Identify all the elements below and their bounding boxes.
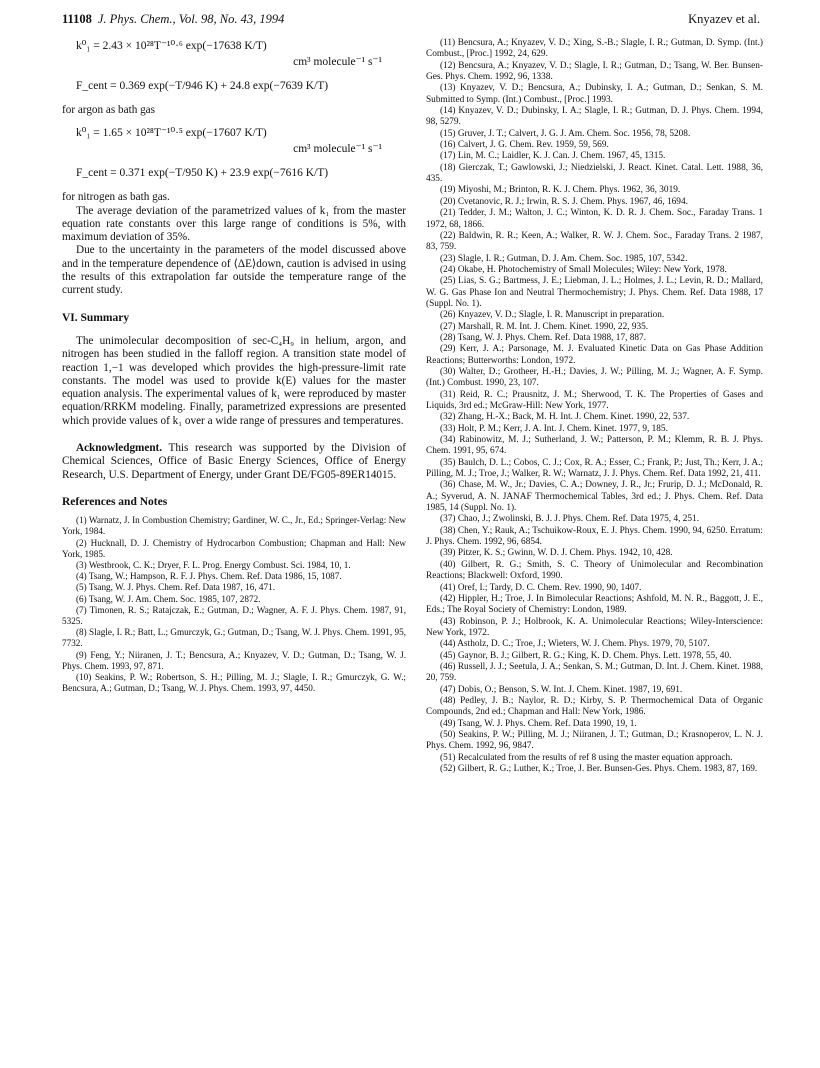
references-list-left xyxy=(62,515,406,694)
reference-item: (20) Cvetanovic, R. J.; Irwin, R. S. J. Chem. Phys. 1967, 46, 1694. xyxy=(440,196,688,207)
reference-item: (50) Seakins, P. W.; Pilling, M. J.; Niiranen, J. T.; Gutman, D.; Krasnoperov, L. N. J. Phys. Chem. 1992, 96, 9847. xyxy=(426,729,763,752)
reference-item: (5) Tsang, W. J. Phys. Chem. Ref. Data 1987, 16, 471. xyxy=(76,582,276,593)
references-list-right xyxy=(426,38,763,775)
header-left xyxy=(62,12,284,28)
equation-fcent-nitrogen: F_cent = 0.371 exp(−T/950 K) + 23.9 exp(−7616 K/T) xyxy=(76,167,329,180)
reference-item: (30) Walter, D.; Grotheer, H.-H.; Davies, J. W.; Pilling, M. J.; Wagner, A. F. Symp. (Int.) Combust. 1990, 23, 107. xyxy=(426,366,763,389)
running-header xyxy=(62,12,760,28)
reference-item: (32) Zhang, H.-X.; Back, M. H. Int. J. Chem. Kinet. 1990, 22, 537. xyxy=(440,412,690,423)
reference-item: (44) Astholz, D. C.; Troe, J.; Wieters, W. J. Chem. Phys. 1979, 70, 5107. xyxy=(440,639,710,650)
right-column xyxy=(426,38,763,775)
reference-item: (4) Tsang, W.; Hampson, R. F. J. Phys. Chem. Ref. Data 1986, 15, 1087. xyxy=(76,571,342,582)
deviation-paragraph: The average deviation of the parametrized values of k₁ from the master equation rate constants over this large range of conditions is 5%, with maximum deviation of 35%. xyxy=(62,204,406,244)
reference-item: (42) Hippler, H.; Troe, J. In Bimolecular Reactions; Ashfold, M. N. R., Baggott, J. E., Eds.; The Royal Society of Chemistry: London, 1989. xyxy=(426,593,763,616)
reference-item: (11) Bencsura, A.; Knyazev, V. D.; Xing, S.-B.; Slagle, I. R.; Gutman, D. Symp. (Int.) Combust., [Proc.] 1992, 24, 629. xyxy=(426,38,763,60)
reference-item: (28) Tsang, W. J. Phys. Chem. Ref. Data 1988, 17, 887. xyxy=(440,332,647,343)
reference-item: (25) Lias, S. G.; Bartmess, J. E.; Liebman, J. L.; Holmes, J. L.; Levin, R. D.; Mallard, W. G. Gas Phase Ion and Neutral Thermochemistry; J. Phys. Chem. Ref. Data 1988, 17 (Suppl. No. 1). xyxy=(426,276,763,309)
reference-item: (39) Pitzer, K. S.; Gwinn, W. D. J. Chem. Phys. 1942, 10, 428. xyxy=(440,548,673,559)
nitrogen-bath-note: for nitrogen as bath gas. xyxy=(62,191,170,204)
equation-k1-nitrogen: k⁰₁ = 1.65 × 10²⁸T⁻¹⁰·⁵ exp(−17607 K/T) xyxy=(76,127,267,140)
reference-item: (6) Tsang, W. J. Am. Chem. Soc. 1985, 107, 2872. xyxy=(76,593,261,604)
reference-item: (10) Seakins, P. W.; Robertson, S. H.; Pilling, M. J.; Slagle, I. R.; Gmurczyk, G. W.; Bencsura, A.; Gutman, D.; Tsang, W. J. Phys. Chem. 1993, 97, 4450. xyxy=(62,672,406,694)
reference-item: (31) Reid, R. C.; Prausnitz, J. M.; Sherwood, T. K. The Properties of Gases and Liquids, 3rd ed.; McGraw-Hill: New York, 1977. xyxy=(426,389,763,411)
reference-item: (8) Slagle, I. R.; Batt, L.; Gmurczyk, G.; Gutman, D.; Tsang, W. J. Phys. Chem. 1991, 95, 7732. xyxy=(62,627,406,649)
page-number: 11108 xyxy=(62,12,92,26)
reference-item: (13) Knyazev, V. D.; Bencsura, A.; Dubinsky, I. A.; Gutman, D.; Senkan, S. M. Submitted to Symp. (Int.) Combust., [Proc.] 1993. xyxy=(426,83,763,105)
reference-item: (18) Gierczak, T.; Gawlowski, J.; Niedzielski, J. React. Kinet. Catal. Lett. 1988, 36, 435. xyxy=(426,162,763,185)
reference-item: (48) Pedley, J. B.; Naylor, R. D.; Kirby, S. P. Thermochemical Data of Organic Compounds, 2nd ed.; Chapman and Hall: New York, 1986. xyxy=(426,695,763,718)
reference-item: (45) Gaynor, B. J.; Gilbert, R. G.; King, K. D. Chem. Phys. Lett. 1978, 55, 40. xyxy=(440,650,732,661)
reference-item: (40) Gilbert, R. G.; Smith, S. C. Theory of Unimolecular and Recombination Reactions; Blackwell: Oxford, 1990. xyxy=(426,559,763,582)
equation-units-argon: cm³ molecule⁻¹ s⁻¹ xyxy=(293,56,382,68)
reference-item: (27) Marshall, R. M. Int. J. Chem. Kinet. 1990, 22, 935. xyxy=(440,321,649,332)
reference-item: (14) Knyazev, V. D.; Dubinsky, I. A.; Slagle, I. R.; Gutman, D. J. Phys. Chem. 1994, 98, 5279. xyxy=(426,106,763,128)
summary-heading: VI. Summary xyxy=(62,311,130,324)
reference-item: (24) Okabe, H. Photochemistry of Small Molecules; Wiley: New York, 1978. xyxy=(440,264,727,275)
reference-item: (52) Gilbert, R. G.; Luther, K.; Troe, J. Ber. Bunsen-Ges. Phys. Chem. 1983, 87, 169. xyxy=(440,764,758,774)
reference-item: (17) Lin, M. C.; Laidler, K. J. Can. J. Chem. 1967, 45, 1315. xyxy=(440,151,666,162)
summary-paragraph: The unimolecular decomposition of sec-C₄H₉ in helium, argon, and nitrogen has been studied in the falloff region. A transition state model of reaction 1,−1 was developed which provides the high-pressure-limit rate constants. The model was used to provide k(E) values for the master equation analysis. The experimental values of k₁ were reproduced by master equation/RRKM modeling. Finally, parametrized expressions are presented which provide values of k₁ over a wide range of pressures and temperatures. xyxy=(62,334,406,427)
equation-k1-argon: k⁰₁ = 2.43 × 10²⁸T⁻¹⁰·⁶ exp(−17638 K/T) xyxy=(76,40,267,52)
acknowledgment-heading: Acknowledgment. xyxy=(76,442,163,455)
reference-item: (43) Robinson, P. J.; Holbrook, K. A. Unimolecular Reactions; Wiley-Interscience: New York, 1972. xyxy=(426,616,763,638)
references-heading: References and Notes xyxy=(62,495,168,508)
journal-citation: J. Phys. Chem., Vol. 98, No. 43, 1994 xyxy=(97,12,285,26)
acknowledgment-paragraph xyxy=(62,442,406,482)
reference-item: (9) Feng, Y.; Niiranen, J. T.; Bencsura, A.; Knyazev, V. D.; Gutman, D.; Tsang, W. J. Phys. Chem. 1993, 97, 871. xyxy=(62,649,406,671)
reference-item: (35) Baulch, D. L.; Cobos, C. J.; Cox, R. A.; Esser, C.; Frank, P.; Just, Th.; Kerr, J. A.; Pilling, M. J.; Troe, J.; Walker, R. W.; Warnatz, J. J. Phys. Chem. Ref. Data 1992, 21, 411. xyxy=(426,457,763,480)
reference-item: (29) Kerr, J. A.; Parsonage, M. J. Evaluated Kinetic Data on Gas Phase Addition Reactions; Butterworths: London, 1972. xyxy=(426,344,763,366)
reference-item: (3) Westbrook, C. K.; Dryer, F. L. Prog. Energy Combust. Sci. 1984, 10, 1. xyxy=(76,560,351,571)
reference-item: (1) Warnatz, J. In Combustion Chemistry; Gardiner, W. C., Jr., Ed.; Springer-Verlag: New York, 1984. xyxy=(62,515,406,537)
reference-item: (38) Chen, Y.; Rauk, A.; Tschuikow-Roux, E. J. Phys. Chem. 1990, 94, 6250. Erratum: J. Phys. Chem. 1992, 96, 6854. xyxy=(426,525,763,548)
left-column xyxy=(62,38,406,694)
reference-item: (7) Timonen, R. S.; Ratajczak, E.; Gutman, D.; Wagner, A. F. J. Phys. Chem. 1987, 91, 5325. xyxy=(62,604,406,627)
reference-item: (36) Chase, M. W., Jr.; Davies, C. A.; Downey, J. R., Jr.; Frurip, D. J.; McDonald, R. A.; Syverud, A. N. JANAF Thermochemical Tables, 3rd ed.; J. Phys. Chem. Ref. Data 1985, 14 (Suppl. No. 1). xyxy=(426,480,763,514)
reference-item: (22) Baldwin, R. R.; Keen, A.; Walker, R. W. J. Chem. Soc., Faraday Trans. 2 1987, 83, 759. xyxy=(426,230,763,253)
reference-item: (2) Hucknall, D. J. Chemistry of Hydrocarbon Combustion; Chapman and Hall: New York, 1985. xyxy=(62,537,406,559)
equation-fcent-argon: F_cent = 0.369 exp(−T/946 K) + 24.8 exp(−7639 K/T) xyxy=(76,80,329,92)
reference-item: (12) Bencsura, A.; Knyazev, V. D.; Slagle, I. R.; Gutman, D.; Tsang, W. Ber. Bunsen-Ges. Phys. Chem. 1992, 96, 1338. xyxy=(426,60,763,83)
reference-item: (23) Slagle, I. R.; Gutman, D. J. Am. Chem. Soc. 1985, 107, 5342. xyxy=(440,253,688,264)
reference-item: (16) Calvert, J. G. Chem. Rev. 1959, 59, 569. xyxy=(440,140,609,151)
reference-item: (19) Miyoshi, M.; Brinton, R. K. J. Chem. Phys. 1962, 36, 3019. xyxy=(440,185,681,196)
reference-item: (41) Oref, I.; Tardy, D. C. Chem. Rev. 1990, 90, 1407. xyxy=(440,582,642,593)
reference-item: (26) Knyazev, V. D.; Slagle, I. R. Manuscript in preparation. xyxy=(440,310,665,321)
reference-item: (37) Chao, J.; Zwolinski, B. J. J. Phys. Chem. Ref. Data 1975, 4, 251. xyxy=(440,514,700,525)
header-authors: Knyazev et al. xyxy=(688,12,760,26)
reference-item: (33) Holt, P. M.; Kerr, J. A. Int. J. Chem. Kinet. 1977, 9, 185. xyxy=(440,423,668,434)
reference-item: (51) Recalculated from the results of ref 8 using the master equation approach. xyxy=(440,752,733,763)
caution-paragraph: Due to the uncertainty in the parameters of the model discussed above and in the temperature dependence of ⟨ΔE⟩down, caution is advised in using the results of this extrapolation far outside the temperature range of the current study. xyxy=(62,244,406,297)
reference-item: (47) Dobis, O.; Benson, S. W. Int. J. Chem. Kinet. 1987, 19, 691. xyxy=(440,684,683,695)
acknowledgment-text: This research was supported by the Division of Chemical Sciences, Office of Basic Energy Sciences, Office of Energy Research, U.S. Department of Energy, under Grant DE/FG05-89ER14015. xyxy=(62,442,406,481)
reference-item: (46) Russell, J. J.; Seetula, J. A.; Senkan, S. M.; Gutman, D. Int. J. Chem. Kinet. 1988, 20, 759. xyxy=(426,661,763,684)
reference-item: (15) Gruver, J. T.; Calvert, J. G. J. Am. Chem. Soc. 1956, 78, 5208. xyxy=(440,128,691,139)
reference-item: (34) Rabinowitz, M. J.; Sutherland, J. W.; Patterson, P. M.; Klemm, R. B. J. Phys. Chem. 1991, 95, 674. xyxy=(426,435,763,457)
reference-item: (21) Tedder, J. M.; Walton, J. C.; Winton, K. D. R. J. Chem. Soc., Faraday Trans. 1 1972, 68, 1866. xyxy=(426,208,763,230)
argon-bath-note: for argon as bath gas xyxy=(62,104,155,116)
equation-units-nitrogen: cm³ molecule⁻¹ s⁻¹ xyxy=(293,143,382,156)
reference-item: (49) Tsang, W. J. Phys. Chem. Ref. Data 1990, 19, 1. xyxy=(440,718,637,729)
